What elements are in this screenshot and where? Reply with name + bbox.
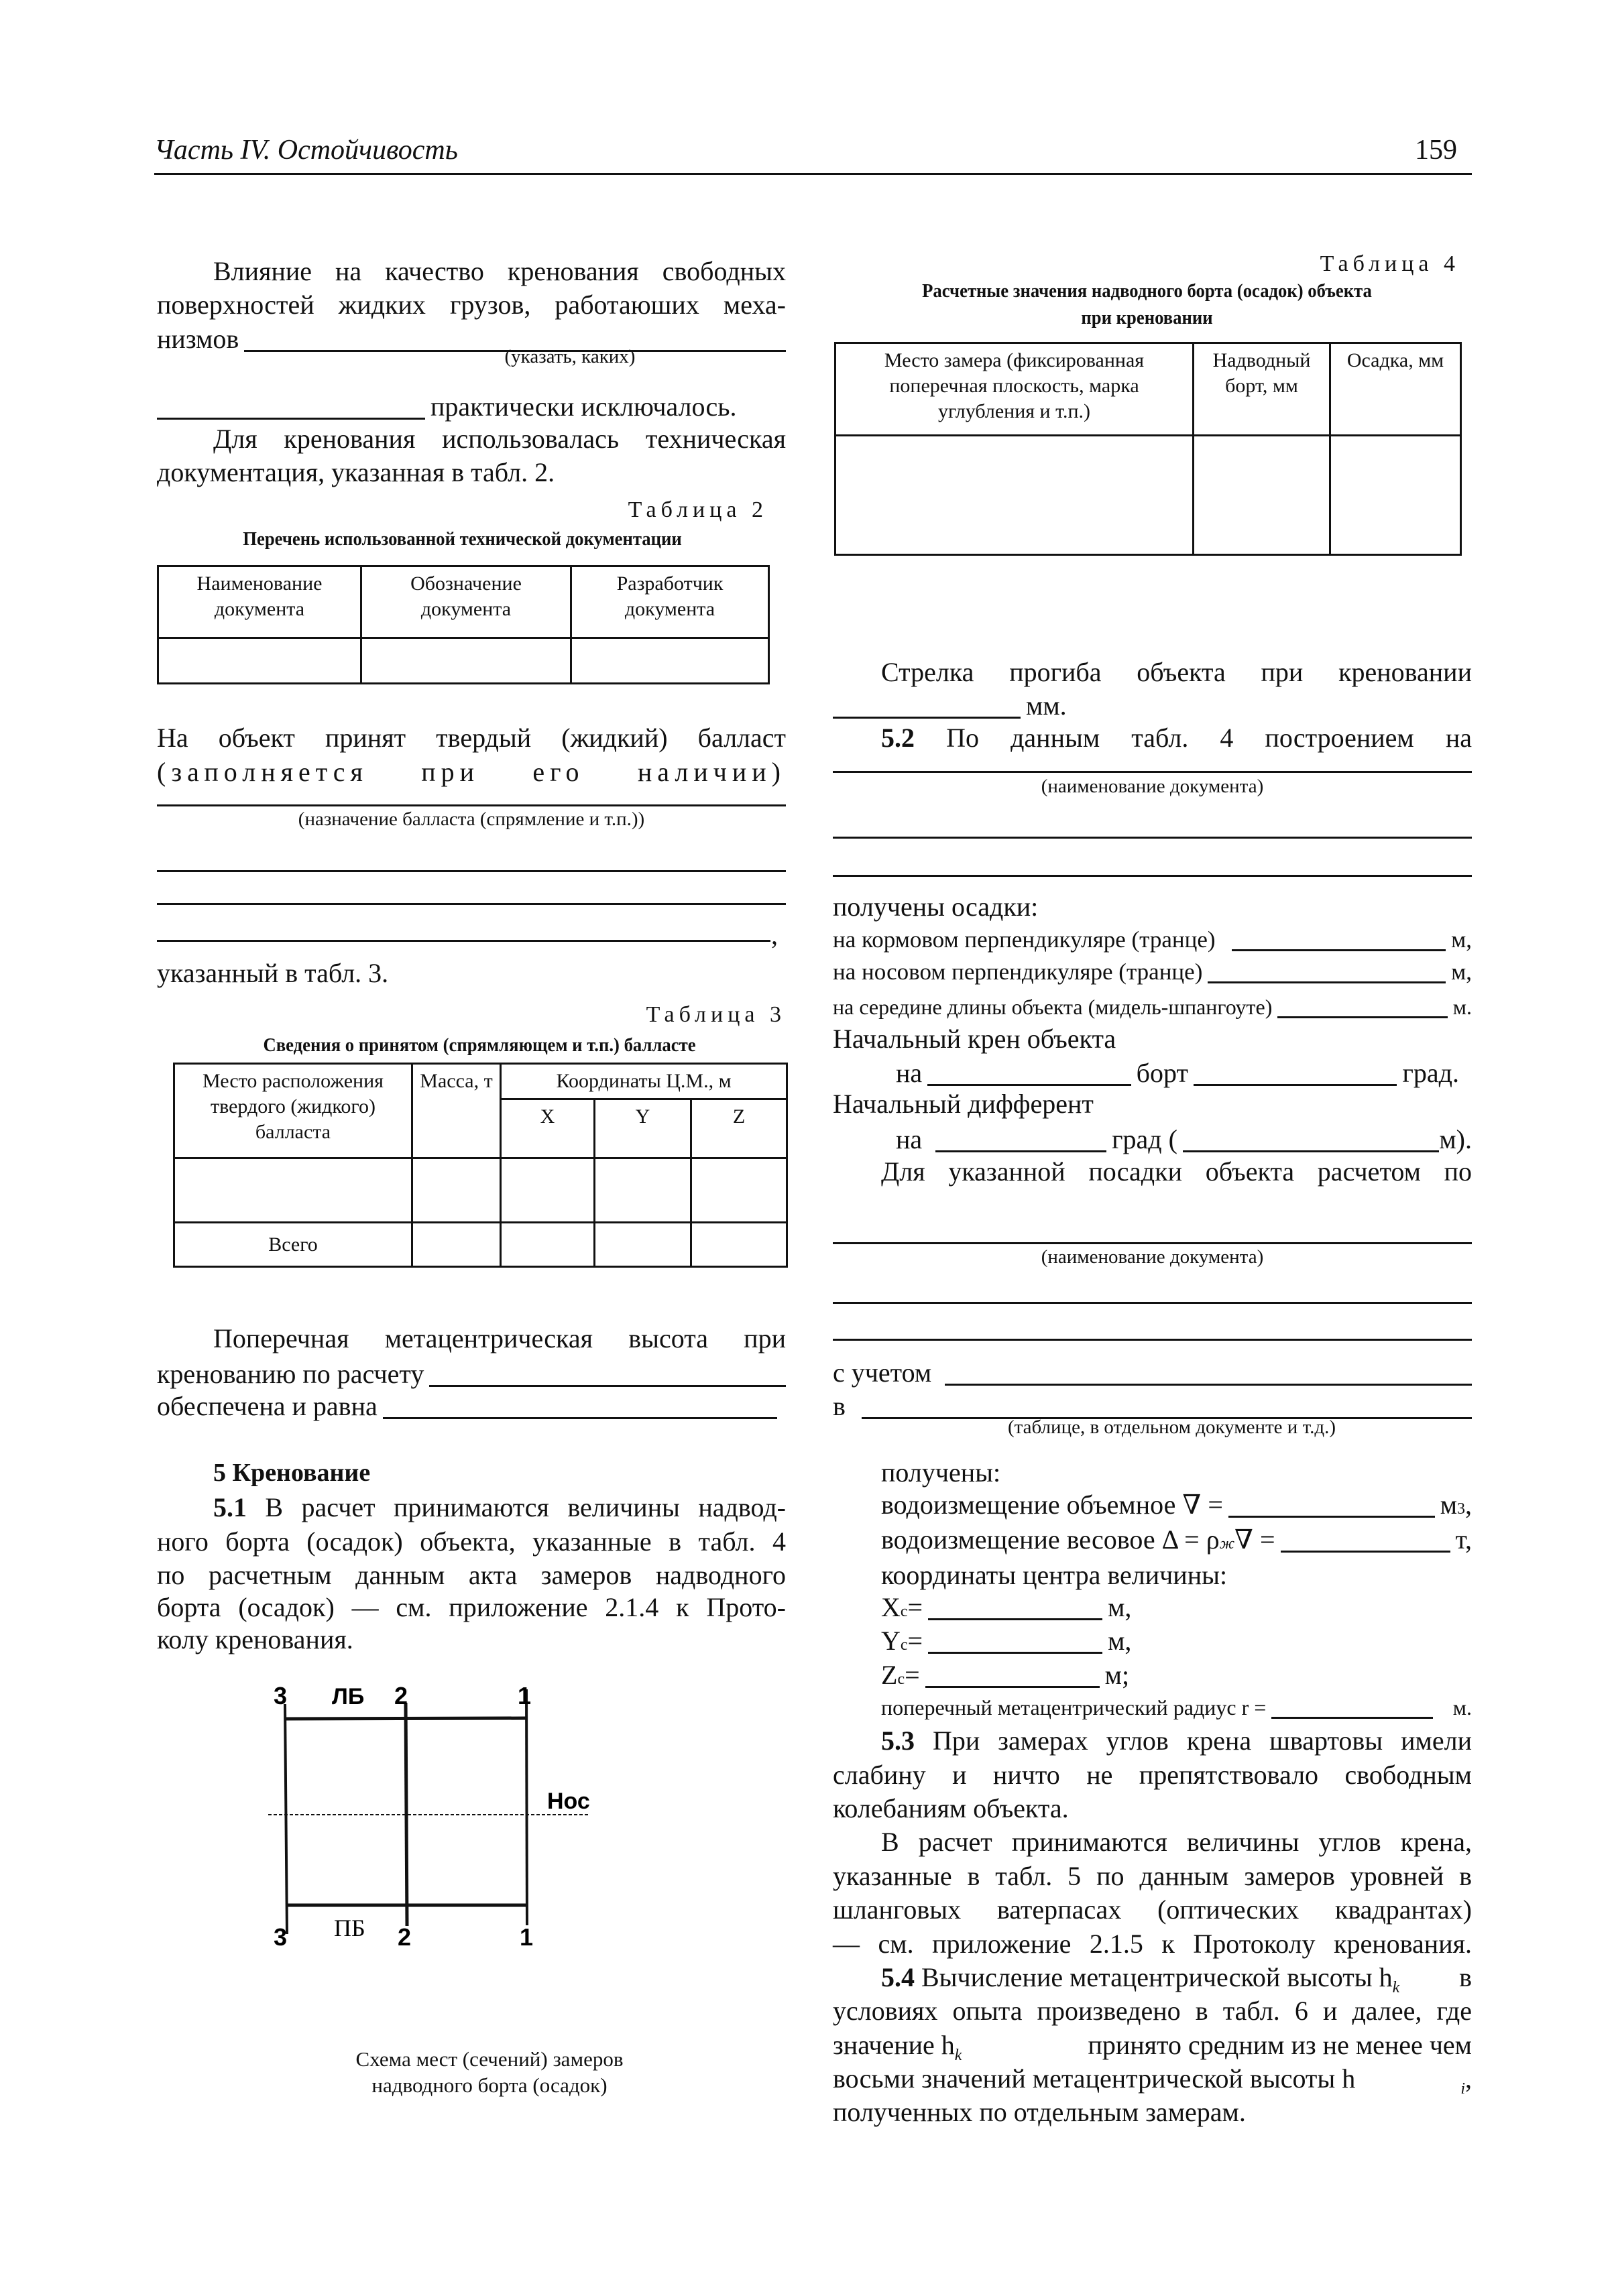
section-label-2: 2: [394, 1682, 408, 1709]
bow-label: Нос: [547, 1789, 590, 1814]
field-caption: (таблице, в отдельном документе и т.д.): [1008, 1416, 1336, 1438]
column-header: Разработчик документа: [571, 566, 769, 638]
subscript: i: [1460, 2080, 1465, 2098]
paragraph-line: На объект принят твердый (жидкий) балласт: [157, 723, 786, 753]
weight-displacement-line: [881, 1523, 1472, 1557]
paragraph-line: — см. приложение 2.1.5 к Протоколу кренования.: [833, 1929, 1472, 1959]
fill-blank: [157, 398, 425, 420]
fill-blank: [925, 1666, 1100, 1688]
xc-line: [881, 1591, 1131, 1624]
unit: м: [1440, 1490, 1457, 1520]
symbol: Y: [881, 1626, 901, 1656]
section-label-2: 2: [398, 1923, 412, 1951]
paragraph-line: указанный в табл. 3.: [157, 958, 389, 988]
fill-line: [833, 1339, 1472, 1341]
clause-number: 5.2: [881, 723, 915, 753]
text: на: [896, 1124, 923, 1154]
unit: м,: [1108, 1592, 1132, 1622]
paragraph-line: колу кренования.: [157, 1624, 353, 1654]
empty-cell: [595, 1158, 691, 1223]
text: на: [896, 1058, 923, 1088]
fill-blank: [429, 1365, 786, 1387]
fill-blank: [927, 1064, 1131, 1086]
deflection-line: [833, 689, 1067, 723]
text: град (: [1112, 1124, 1177, 1154]
unit: м,: [1451, 926, 1472, 953]
paragraph-line: документация, указанная в табл. 2.: [157, 457, 555, 487]
empty-cell: [501, 1223, 595, 1267]
text: град.: [1402, 1058, 1459, 1088]
with-account-line: [833, 1356, 1472, 1390]
unit: т,: [1455, 1524, 1472, 1555]
unit: м;: [1104, 1660, 1130, 1690]
paragraph-line: ного борта (осадок) объекта, указанные в табл. 4: [157, 1526, 786, 1557]
paragraph-line: полученных по отдельным замерам.: [833, 2097, 1246, 2127]
text: практически исключалось.: [430, 391, 737, 422]
fill-blank: [945, 1364, 1472, 1386]
empty-cell: [691, 1223, 787, 1267]
empty-cell: [571, 638, 769, 684]
fill-blank: [833, 697, 1021, 719]
empty-cell: [412, 1158, 501, 1223]
fill-blank: [1271, 1697, 1432, 1719]
paragraph-line: поверхностей жидких грузов, работаюших меха-: [157, 290, 786, 320]
clause-number: 5.4: [881, 1962, 915, 1992]
diagram-caption: надводного борта (осадок): [371, 2073, 608, 2097]
table-number: Таблица 2: [628, 497, 768, 522]
text: =: [907, 1592, 923, 1622]
empty-cell: [501, 1158, 595, 1223]
metacentric-radius-line: [881, 1691, 1472, 1724]
paragraph-line: шланговых ватерпасах (оптических квадрантах): [833, 1894, 1472, 1925]
draft-fwd-line: [833, 955, 1472, 989]
paragraph-line: по расчетным данным акта замеров надводного: [157, 1560, 786, 1590]
table-4: [834, 342, 1462, 556]
paragraph-line: слабину и ничто не препятствовало свободным: [833, 1760, 1472, 1790]
unit: м,: [1108, 1626, 1132, 1656]
fill-blank: [928, 1598, 1102, 1620]
measurement-scheme-diagram: [255, 1676, 791, 2051]
paragraph-line: получены:: [881, 1457, 1001, 1488]
fill-line: [157, 903, 786, 905]
paragraph-line: колебаниям объекта.: [833, 1793, 1069, 1823]
field-caption: (указать, каких): [504, 346, 636, 367]
text: ,: [1465, 2063, 1472, 2094]
text: ,: [1465, 1490, 1472, 1520]
clause-number: 5.3: [881, 1726, 915, 1756]
symbol: X: [881, 1592, 901, 1622]
text: борт: [1136, 1058, 1188, 1088]
fill-line: [157, 870, 786, 872]
text: обеспечена и равна: [157, 1391, 378, 1421]
fill-blank: [1228, 1496, 1435, 1518]
paragraph-line: получены осадки:: [833, 892, 1039, 922]
paragraph-line: указанные в табл. 5 по данным замеров уровней в: [833, 1861, 1472, 1891]
column-header: Масса, т: [412, 1064, 501, 1158]
subscript: k: [1392, 1979, 1400, 1996]
paragraph-line: условиях опыта произведено в табл. 6 и далее, где: [833, 1996, 1472, 2026]
text: принято средним из не менее чем: [1088, 2030, 1472, 2060]
equal-line: [157, 1390, 777, 1423]
table-title: Расчетные значения надводного борта (осадок) объекта: [922, 280, 1372, 302]
subscript: c: [900, 1603, 908, 1620]
text: При замерах углов крена швартовы имели: [915, 1726, 1472, 1756]
empty-cell: [174, 1158, 412, 1223]
paragraph-line: В расчет принимаются величины углов крена,: [881, 1827, 1472, 1857]
text: =: [905, 1660, 920, 1690]
field-caption: (наименование документа): [1041, 776, 1264, 797]
field-caption: (наименование документа): [1041, 1246, 1264, 1268]
column-header: Место расположения твердого (жидкого) балласта: [174, 1064, 412, 1158]
field-caption: (назначение балласта (спрямление и т.п.)): [298, 808, 645, 830]
section-line-2: [406, 1703, 407, 1926]
empty-cell: [1194, 436, 1330, 555]
paragraph-line: [833, 2062, 1472, 2096]
section-label-3: 3: [274, 1923, 288, 1951]
paragraph-line: Для указанной посадки объекта расчетом по: [881, 1156, 1472, 1187]
fill-blank: [1194, 1064, 1397, 1086]
subscript: c: [900, 1636, 908, 1654]
text: =: [907, 1626, 923, 1656]
paragraph-line: [881, 1724, 1472, 1758]
heel-line: [896, 1056, 1459, 1090]
unit: м.: [1452, 995, 1472, 1019]
text: на середине длины объекта (мидель-шпангоуте): [833, 995, 1273, 1019]
fill-blank: [1232, 929, 1446, 951]
page-number: 159: [1415, 135, 1457, 166]
paragraph-line: [213, 1491, 786, 1524]
volume-displacement-line: [881, 1488, 1472, 1522]
text: низмов: [157, 324, 239, 354]
paragraph-line: (заполняется при его наличии): [157, 757, 786, 787]
fill-blank: [1277, 996, 1447, 1018]
paragraph-line: Начальный крен объекта: [833, 1024, 1116, 1054]
text: м).: [1439, 1124, 1472, 1154]
unit: м.: [1452, 1695, 1472, 1719]
unit: м,: [1451, 959, 1472, 985]
section-heading: 5 Кренование: [213, 1459, 371, 1487]
starboard-side-label: ПБ: [334, 1915, 365, 1941]
fill-line: [833, 875, 1472, 877]
paragraph-line: Начальный дифферент: [833, 1089, 1094, 1119]
diagram-caption: Схема мест (сечений) замеров: [355, 2047, 624, 2071]
superscript: 3: [1457, 1500, 1465, 1518]
section-label-1: 1: [518, 1682, 532, 1709]
subscript: k: [954, 2047, 962, 2064]
calc-height-line: [157, 1357, 786, 1391]
table-title: при креновании: [1081, 307, 1213, 328]
fill-line: [833, 837, 1472, 839]
paragraph-line: [881, 1961, 1472, 1994]
port-side-line: [285, 1718, 526, 1719]
table-number: Таблица 4: [1320, 251, 1460, 276]
column-subheader: X: [501, 1099, 595, 1158]
text: в: [833, 1391, 846, 1421]
fill-blank: [1208, 961, 1446, 983]
draft-aft-line: [833, 923, 1472, 957]
table-2: [157, 565, 770, 684]
excluded-line: [157, 390, 786, 424]
table-title: Сведения о принятом (спрямляющем и т.п.) балласте: [263, 1034, 696, 1056]
text: кренованию по расчету: [157, 1359, 424, 1389]
running-header: Часть IV. Остойчивость: [154, 135, 458, 166]
fill-blank: [935, 1130, 1106, 1152]
text: в: [1459, 1962, 1472, 1992]
paragraph-line: [881, 721, 1472, 755]
draft-mid-line: [833, 990, 1472, 1024]
text: на кормовом перпендикуляре (транце): [833, 926, 1216, 953]
empty-cell: [595, 1223, 691, 1267]
fill-blank: [928, 1632, 1102, 1654]
empty-cell: [835, 436, 1194, 555]
text: восьми значений метацентрической высоты h: [833, 2063, 1356, 2094]
column-subheader: Y: [595, 1099, 691, 1158]
fill-line: [157, 804, 786, 806]
empty-cell: [412, 1223, 501, 1267]
subscript: ж: [1219, 1535, 1235, 1553]
fill-blank: [383, 1397, 777, 1419]
text: ∇ =: [1234, 1524, 1275, 1555]
fill-line: [833, 1242, 1472, 1244]
fill-blank: [1281, 1530, 1450, 1553]
text: мм.: [1026, 690, 1067, 721]
empty-cell: [691, 1158, 787, 1223]
fill-blank: [1183, 1130, 1439, 1152]
empty-cell: [158, 638, 361, 684]
section-line-1: [526, 1689, 527, 1925]
yc-line: [881, 1624, 1131, 1658]
section-label-1: 1: [520, 1923, 534, 1951]
header-rule: [154, 173, 1472, 175]
text: водоизмещение весовое Δ = ρ: [881, 1524, 1220, 1555]
text: значение h: [833, 2030, 955, 2060]
fill-line: [157, 940, 770, 942]
empty-cell: [361, 638, 571, 684]
fill-line: [833, 1302, 1472, 1304]
empty-cell: [1330, 436, 1461, 555]
paragraph-line: [833, 2029, 1472, 2062]
text: По данным табл. 4 построением на: [915, 723, 1472, 753]
text: водоизмещение объемное ∇ =: [881, 1490, 1223, 1520]
column-header: Осадка, мм: [1330, 343, 1461, 436]
text: с учетом: [833, 1357, 932, 1388]
paragraph-line: Стрелка прогиба объекта при креновании: [881, 657, 1472, 687]
column-header: Место замера (фиксированная поперечная плоскость, марка углубления и т.п.): [835, 343, 1194, 436]
zc-line: [881, 1658, 1129, 1692]
fill-line: [833, 771, 1472, 773]
column-header: Координаты Ц.М., м: [501, 1064, 787, 1099]
table-number: Таблица 3: [646, 1002, 786, 1027]
port-side-label: ЛБ: [332, 1684, 365, 1709]
section-line-3: [285, 1704, 287, 1934]
text: В расчет принимаются величины надвод-: [247, 1492, 786, 1522]
text: Вычисление метацентрической высоты h: [915, 1962, 1393, 1992]
text: поперечный метацентрический радиус r =: [881, 1695, 1267, 1719]
total-label: Всего: [174, 1223, 412, 1267]
column-subheader: Z: [691, 1099, 787, 1158]
paragraph-line: Для кренования использовалась техническая: [213, 424, 786, 454]
paragraph-line: Влияние на качество кренования свободных: [213, 256, 786, 286]
text: на носовом перпендикуляре (транце): [833, 959, 1203, 985]
paragraph-line: Поперечная метацентрическая высота при: [213, 1323, 786, 1353]
column-header: Обозначение документа: [361, 566, 571, 638]
clause-number: 5.1: [213, 1492, 247, 1522]
trim-line: [896, 1123, 1472, 1156]
table-3: [173, 1063, 788, 1268]
paragraph-line: борта (осадок) — см. приложение 2.1.4 к Прото-: [157, 1592, 786, 1622]
symbol: Z: [881, 1660, 898, 1690]
section-label-3: 3: [274, 1682, 288, 1709]
column-header: Надводный борт, мм: [1194, 343, 1330, 436]
column-header: Наименование документа: [158, 566, 361, 638]
comma: ,: [771, 920, 778, 950]
subscript: c: [897, 1671, 905, 1688]
paragraph-line: координаты центра величины:: [881, 1560, 1228, 1590]
table-title: Перечень использованной технической документации: [243, 528, 682, 550]
